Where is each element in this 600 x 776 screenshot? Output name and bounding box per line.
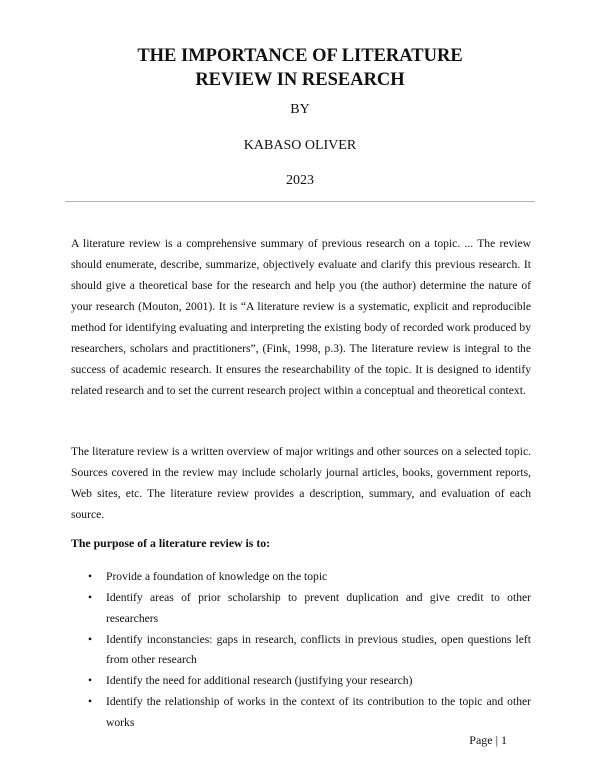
- title-divider: [65, 201, 535, 202]
- by-label: BY: [290, 102, 310, 117]
- list-item: [71, 588, 531, 629]
- bullet-icon: •: [88, 591, 93, 604]
- bullet-icon: •: [88, 674, 93, 687]
- document-title: [0, 44, 600, 92]
- bullet-icon: •: [88, 570, 93, 583]
- page-number: Page | 1: [469, 733, 507, 747]
- list-item: [71, 692, 531, 733]
- title-line-1: THE IMPORTANCE OF LITERATURE: [137, 46, 463, 66]
- title-line-2: REVIEW IN RESEARCH: [195, 70, 405, 90]
- author-name: KABASO OLIVER: [243, 138, 357, 153]
- paragraph-2: The literature review is a written overview of major writings and other sources on a selected topic. Sources covered in the review may include scholarly journal articles, books, government reports, Web sites, etc. The literature review provides a description, summary, and evaluation of each source.: [71, 445, 531, 521]
- purpose-list: [71, 567, 531, 734]
- list-item: [71, 630, 531, 671]
- paragraph-1: A literature review is a comprehensive summary of previous research on a topic. ... The review should enumerate, describe, summarize, objectively evaluate and clarify this previous research. It should give a theoretical base for the research and help you (the author) determine the nature of your research (Mouton, 2001). It is “A literature review is a systematic, explicit and reproducible method for identifying evaluating and interpreting the existing body of recorded work produced by researchers, scholars and practitioners”, (Fink, 1998, p.3). The literature review is integral to the success of academic research. It ensures the researchability of the topic. It is designed to identify related research and to set the current research project within a conceptual and theoretical context.: [71, 237, 531, 397]
- purpose-heading: The purpose of a literature review is to:: [71, 536, 271, 550]
- list-item: [71, 567, 531, 588]
- list-item-text: Provide a foundation of knowledge on the topic: [106, 570, 328, 583]
- list-item-text: Identify inconstancies: gaps in research, conflicts in previous studies, open questions left from other research: [106, 632, 531, 666]
- list-item: [71, 671, 531, 692]
- list-item-text: Identify the need for additional research (justifying your research): [106, 674, 413, 687]
- bullet-icon: •: [88, 695, 93, 708]
- list-item-text: Identify the relationship of works in the context of its contribution to the topic and other works: [106, 695, 531, 729]
- bullet-icon: •: [88, 632, 93, 646]
- year: 2023: [286, 173, 314, 188]
- list-item-text: Identify areas of prior scholarship to prevent duplication and give credit to other researchers: [106, 591, 531, 625]
